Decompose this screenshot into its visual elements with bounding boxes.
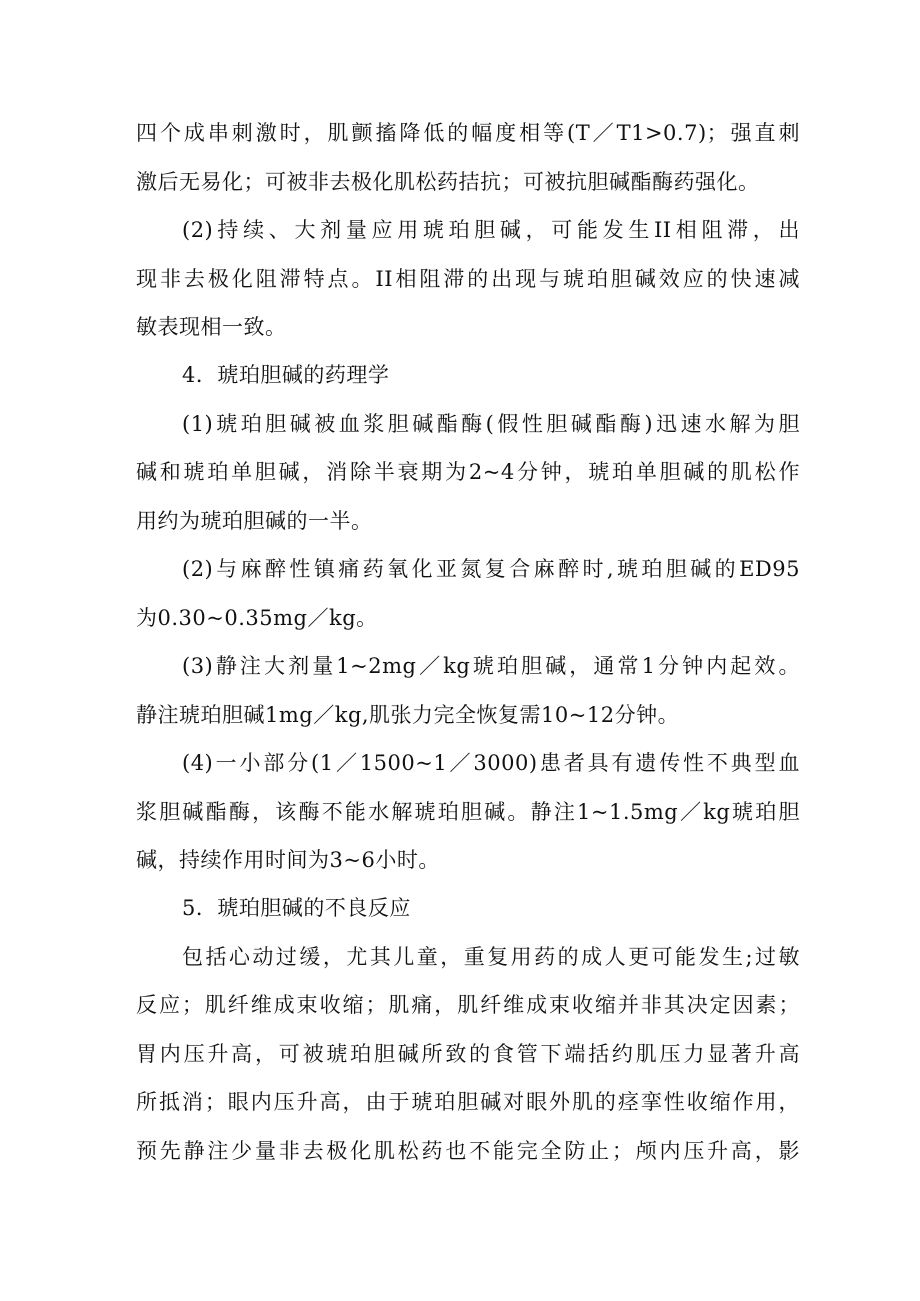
paragraph-line: (3)静注大剂量1~2mg／kg琥珀胆碱，通常1分钟内起效。	[182, 654, 800, 678]
section-heading: 5．琥珀胆碱的不良反应	[182, 896, 411, 920]
paragraph-line: 胃内压升高，可被琥珀胆碱所致的食管下端括约肌压力显著升高	[136, 1042, 800, 1066]
paragraph-line: 静注琥珀胆碱1mg／kg,肌张力完全恢复需10~12分钟。	[136, 703, 680, 727]
paragraph-line: 现非去极化阻滞特点。II相阻滞的出现与琥珀胆碱效应的快速减	[136, 267, 800, 291]
paragraph-line: (2)持续、大剂量应用琥珀胆碱，可能发生II相阻滞，出	[182, 218, 800, 242]
paragraph-line: 四个成串刺激时，肌颤搐降低的幅度相等(T／T1>0.7)；强直刺	[136, 121, 800, 145]
paragraph-line: 所抵消；眼内压升高，由于琥珀胆碱对眼外肌的痉挛性收缩作用，	[136, 1090, 800, 1114]
paragraph-line: (1)琥珀胆碱被血浆胆碱酯酶(假性胆碱酯酶)迅速水解为胆	[182, 412, 800, 436]
paragraph-line: 用约为琥珀胆碱的一半。	[136, 509, 373, 533]
paragraph-line: 敏表现相一致。	[136, 315, 287, 339]
paragraph-line: 预先静注少量非去极化肌松药也不能完全防止；颅内压升高，影	[136, 1139, 800, 1163]
paragraph-line: (2)与麻醉性镇痛药氧化亚氮复合麻醉时,琥珀胆碱的ED95	[182, 557, 800, 581]
paragraph-line: 为0.30~0.35mg／kg。	[136, 606, 378, 630]
paragraph-line: 包括心动过缓，尤其儿童，重复用药的成人更可能发生;过敏	[182, 945, 800, 969]
paragraph-line: 激后无易化；可被非去极化肌松药拮抗；可被抗胆碱酯酶药强化。	[136, 170, 760, 194]
section-heading: 4．琥珀胆碱的药理学	[182, 363, 390, 387]
paragraph-line: 碱，持续作用时间为3~6小时。	[136, 848, 440, 872]
paragraph-line: (4)一小部分(1／1500~1／3000)患者具有遗传性不典型血	[182, 751, 800, 775]
paragraph-line: 浆胆碱酯酶，该酶不能水解琥珀胆碱。静注1~1.5mg／kg琥珀胆	[136, 800, 800, 824]
paragraph-line: 反应；肌纤维成束收缩；肌痛，肌纤维成束收缩并非其决定因素；	[136, 993, 800, 1017]
paragraph-line: 碱和琥珀单胆碱，消除半衰期为2~4分钟，琥珀单胆碱的肌松作	[136, 460, 800, 484]
